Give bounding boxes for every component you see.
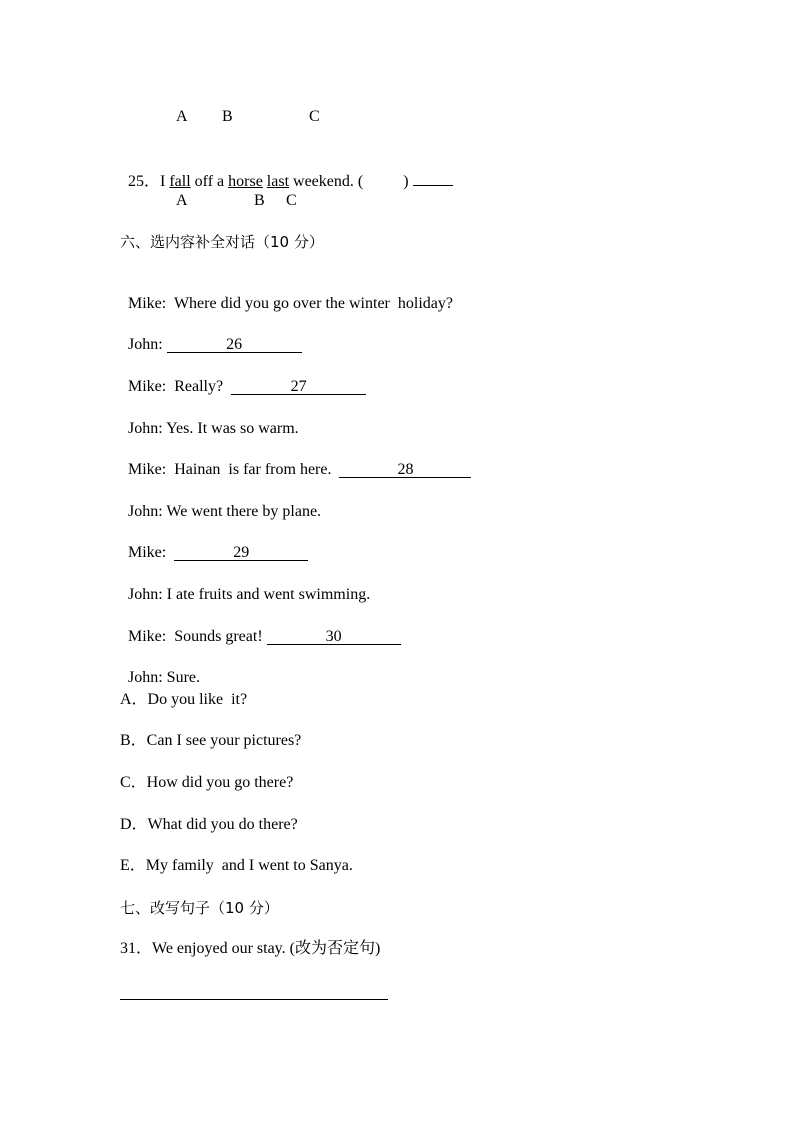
dialogue-line-5 [120, 440, 471, 480]
speaker: Mike: [128, 378, 167, 395]
dialogue-line-7 [120, 523, 308, 563]
q25-answer-paren[interactable]: ( ) [357, 173, 409, 190]
q24-option-c: C [309, 108, 320, 125]
dialogue-line-1 [120, 274, 453, 314]
speaker: John: [128, 420, 163, 437]
speaker: Mike: [128, 544, 167, 561]
question-31: 31．We enjoyed our stay. (改为否定句) [120, 940, 381, 957]
dialogue-text: Hainan is far from here. [174, 461, 332, 478]
blank-30[interactable]: 30 [267, 628, 401, 645]
blank-28[interactable]: 28 [339, 461, 471, 478]
dialogue-line-2 [120, 315, 302, 355]
section-6-title: 六、选内容补全对话（10 分） [120, 233, 324, 251]
dialogue-text: We went there by plane. [166, 503, 322, 520]
q25-word-fall: fall [169, 173, 191, 190]
q24-option-a: A [176, 108, 188, 125]
option-d: D．What did you do there? [120, 816, 298, 833]
q25-word-i: I [160, 173, 166, 190]
speaker: John: [128, 503, 163, 520]
dialogue-text: Where did you go over the winter holiday? [173, 295, 453, 312]
q25-answer-blank[interactable] [413, 169, 453, 186]
q31-answer-line[interactable] [120, 999, 388, 1000]
dialogue-line-8 [120, 565, 370, 605]
dialogue-line-4 [120, 399, 299, 439]
option-e: E．My family and I went to Sanya. [120, 857, 353, 874]
blank-27[interactable]: 27 [231, 378, 366, 395]
dialogue-text: I ate fruits and went swimming. [166, 586, 371, 603]
dialogue-text: Sure. [166, 669, 200, 686]
blank-29[interactable]: 29 [174, 544, 308, 561]
dialogue-line-6 [120, 482, 321, 522]
q25-word-off-a: off a [194, 173, 225, 190]
q25-option-b: B [254, 192, 265, 209]
question-25 [120, 149, 453, 192]
q25-option-c: C [286, 192, 297, 209]
section-7-title: 七、改写句子（10 分） [120, 899, 279, 917]
q25-word-weekend: weekend. [293, 173, 354, 190]
dialogue-line-3 [120, 357, 366, 397]
option-c: C．How did you go there? [120, 774, 294, 791]
speaker: Mike: [128, 295, 167, 312]
q25-number: 25． [128, 173, 161, 190]
dialogue-text: Yes. It was so warm. [166, 420, 299, 437]
q25-word-last: last [266, 173, 290, 190]
speaker: Mike: [128, 628, 167, 645]
dialogue-text: Sounds great! [174, 628, 263, 645]
speaker: John: [128, 586, 163, 603]
dialogue-text: Really? [174, 378, 224, 395]
blank-26[interactable]: 26 [167, 336, 302, 353]
q25-option-a: A [176, 192, 188, 209]
dialogue-line-9 [120, 607, 401, 647]
speaker: John: [128, 336, 163, 353]
dialogue-line-10 [120, 648, 200, 688]
speaker: Mike: [128, 461, 167, 478]
speaker: John: [128, 669, 163, 686]
option-a: A．Do you like it? [120, 691, 248, 708]
q25-word-horse: horse [228, 173, 263, 190]
q24-option-b: B [222, 108, 233, 125]
option-b: B．Can I see your pictures? [120, 732, 302, 749]
